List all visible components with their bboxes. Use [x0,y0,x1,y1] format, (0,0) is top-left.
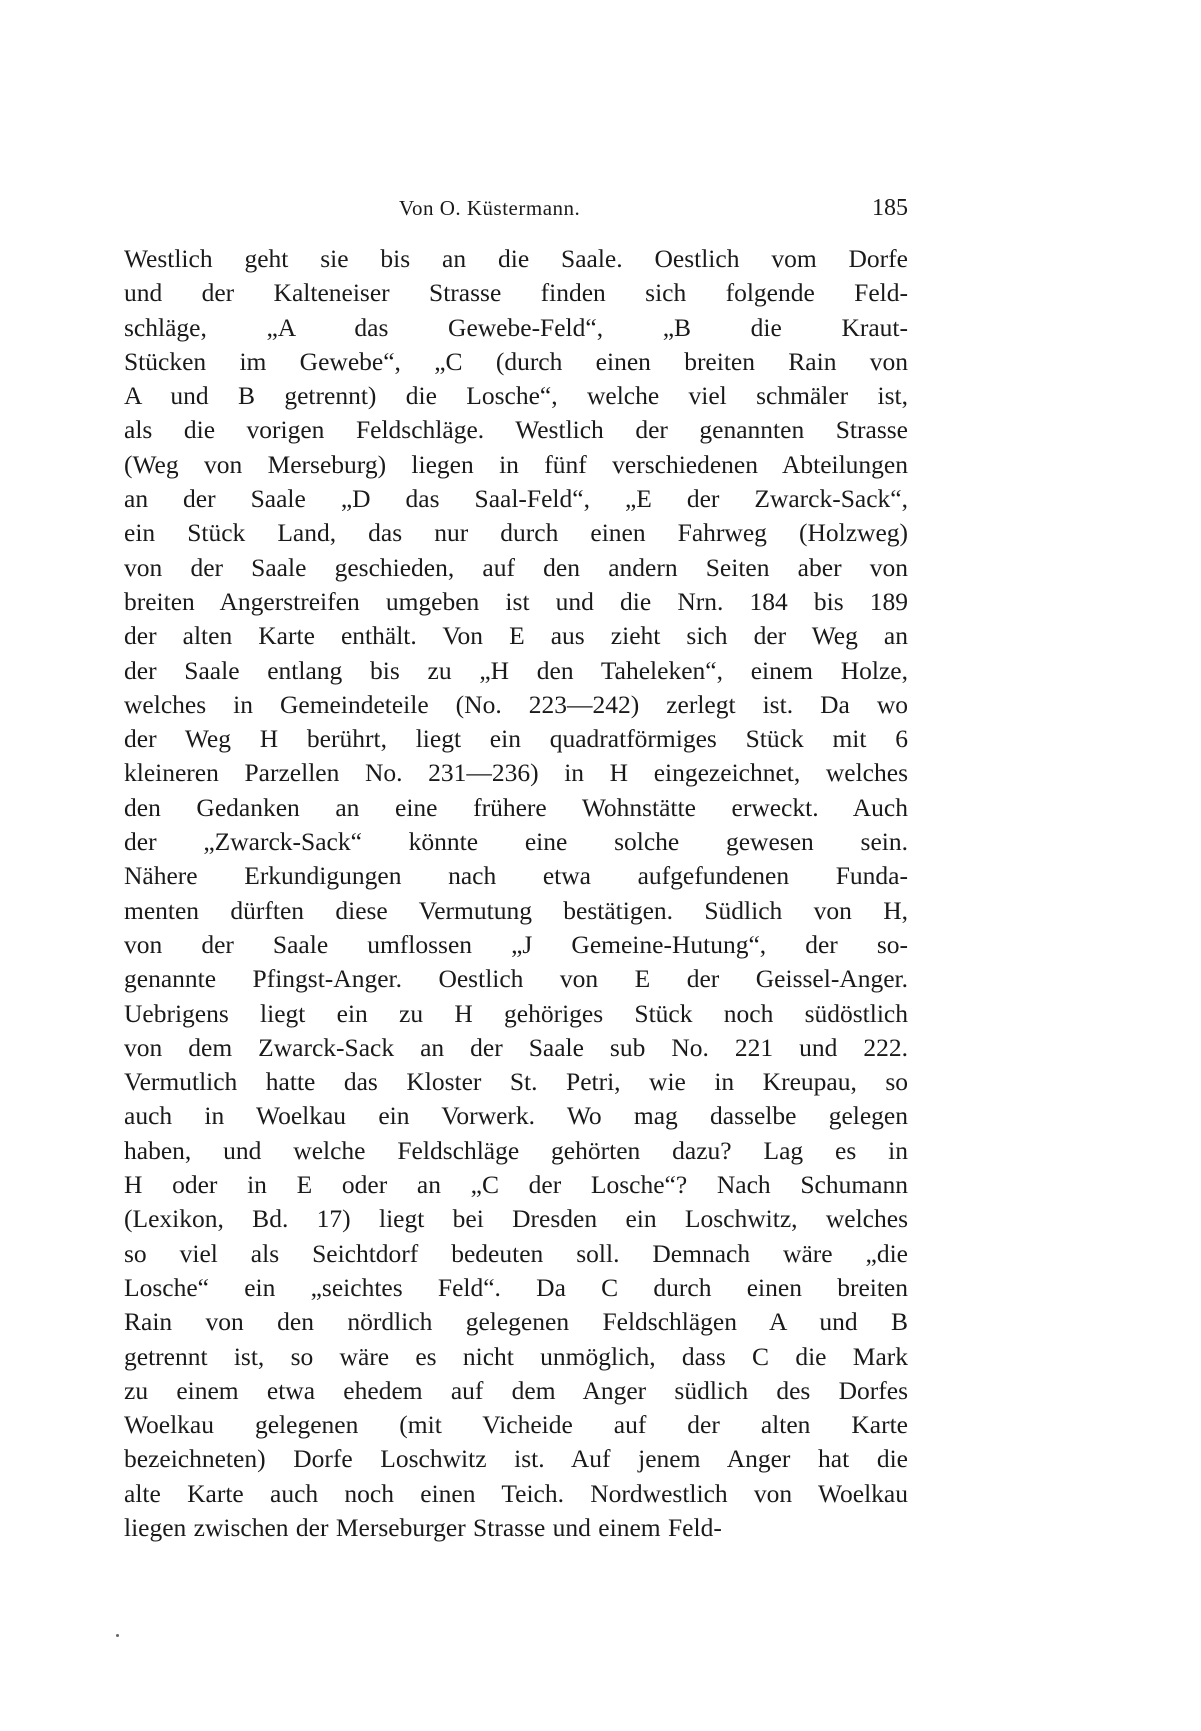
text-line: zu einem etwa ehedem auf dem Anger südlich des Dorfes [124,1375,908,1405]
text-line: H oder in E oder an „C der Losche“? Nach Schumann [124,1170,908,1200]
print-speck [116,1634,119,1637]
text-line: getrennt ist, so wäre es nicht unmöglich, dass C die Mark [124,1341,908,1371]
running-head-title: Von O. Küstermann. [399,196,581,220]
text-line: von dem Zwarck-Sack an der Saale sub No. 221 und 222. [124,1032,908,1062]
text-line: der alten Karte enthält. Von E aus zieht sich der Weg an [124,621,908,651]
text-line: Losche“ ein „seichtes Feld“. Da C durch einen breiten [124,1272,908,1302]
text-line: haben, und welche Feldschläge gehörten dazu? Lag es in [124,1135,908,1165]
text-line: (Weg von Merseburg) liegen in fünf verschiedenen Abteilungen [124,449,908,479]
text-line: der Weg H berührt, liegt ein quadratförmiges Stück mit 6 [124,724,908,754]
text-line: der „Zwarck-Sack“ könnte eine solche gewesen sein. [124,827,908,857]
page-number: 185 [872,195,908,221]
text-line: breiten Angerstreifen umgeben ist und die Nrn. 184 bis 189 [124,586,908,616]
text-line: so viel als Seichtdorf bedeuten soll. Demnach wäre „die [124,1238,908,1268]
body-text [124,242,908,1545]
text-line: den Gedanken an eine frühere Wohnstätte erweckt. Auch [124,792,908,822]
text-line: Rain von den nördlich gelegenen Feldschlägen A und B [124,1307,908,1337]
text-line: Vermutlich hatte das Kloster St. Petri, wie in Kreupau, so [124,1067,908,1097]
text-line: als die vorigen Feldschläge. Westlich der genannten Strasse [124,415,908,445]
text-line: alte Karte auch noch einen Teich. Nordwestlich von Woelkau [124,1478,908,1508]
text-line: Stücken im Gewebe“, „C (durch einen breiten Rain von [124,346,908,376]
text-line: an der Saale „D das Saal-Feld“, „E der Zwarck-Sack“, [124,484,908,514]
text-line: auch in Woelkau ein Vorwerk. Wo mag dasselbe gelegen [124,1101,908,1131]
running-head [124,193,908,223]
text-line: liegen zwischen der Merseburger Strasse und einem Feld- [124,1512,722,1542]
text-line: Uebrigens liegt ein zu H gehöriges Stück noch südöstlich [124,998,908,1028]
text-line: bezeichneten) Dorfe Loschwitz ist. Auf jenem Anger hat die [124,1444,908,1474]
text-line: schläge, „A das Gewebe-Feld“, „B die Kraut- [124,312,908,342]
text-line: von der Saale umflossen „J Gemeine-Hutung“, der so- [124,929,908,959]
text-line: kleineren Parzellen No. 231—236) in H eingezeichnet, welches [124,758,908,788]
text-line: Nähere Erkundigungen nach etwa aufgefundenen Funda- [124,861,908,891]
text-line: von der Saale geschieden, auf den andern Seiten aber von [124,552,908,582]
text-line: ein Stück Land, das nur durch einen Fahrweg (Holzweg) [124,518,908,548]
text-line: Westlich geht sie bis an die Saale. Oestlich vom Dorfe [124,244,908,273]
text-line: und der Kalteneiser Strasse finden sich folgende Feld- [124,278,908,308]
text-line: Woelkau gelegenen (mit Vicheide auf der alten Karte [124,1410,908,1440]
text-line: (Lexikon, Bd. 17) liegt bei Dresden ein Loschwitz, welches [124,1204,908,1234]
text-line: menten dürften diese Vermutung bestätigen. Südlich von H, [124,895,908,925]
text-line: genannte Pfingst-Anger. Oestlich von E der Geissel-Anger. [124,964,908,994]
text-line: der Saale entlang bis zu „H den Taheleken“, einem Holze, [124,655,908,685]
text-line: welches in Gemeindeteile (No. 223—242) zerlegt ist. Da wo [124,689,908,719]
text-line: A und B getrennt) die Losche“, welche viel schmäler ist, [124,381,908,411]
